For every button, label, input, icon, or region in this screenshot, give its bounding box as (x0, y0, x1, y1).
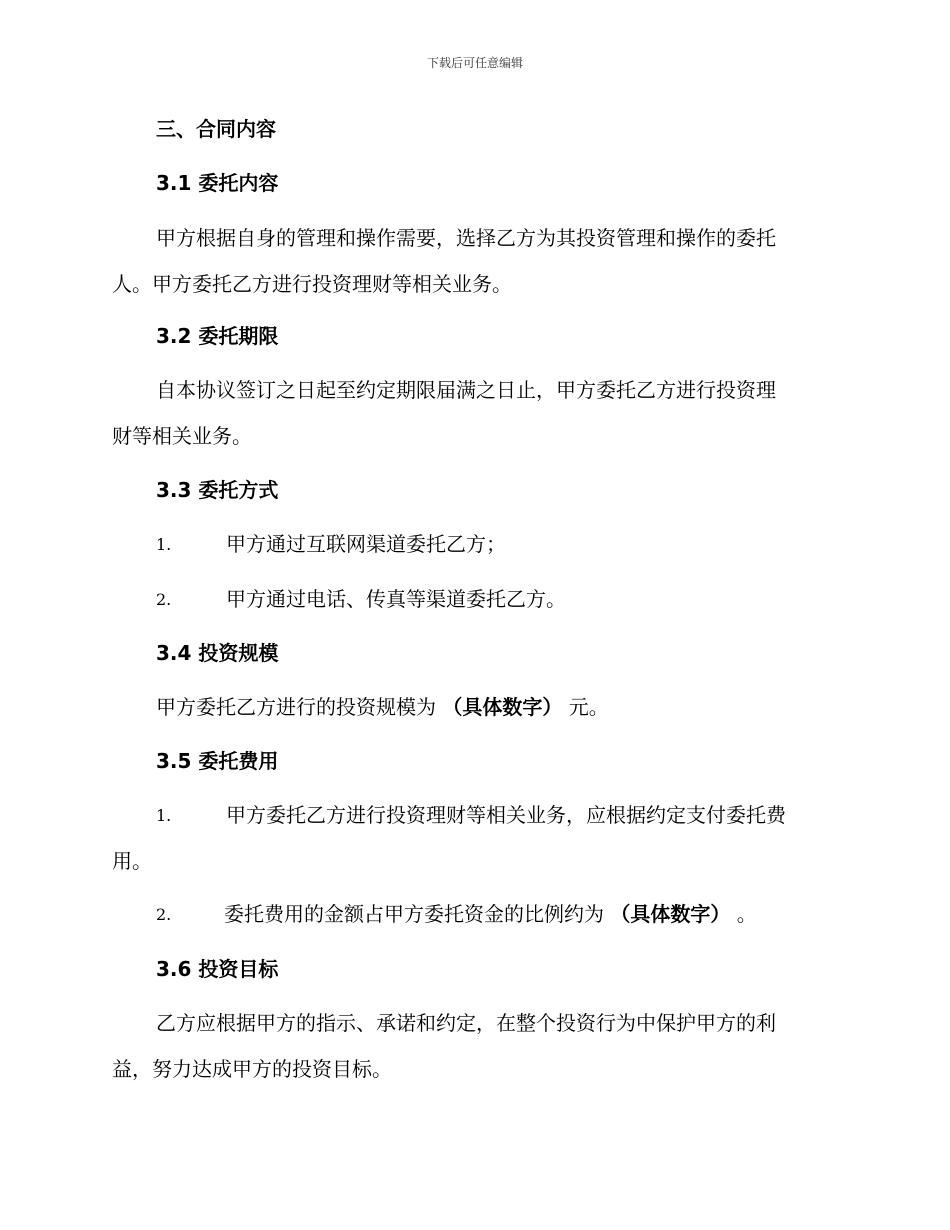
heading-3-1: 3.1 委托内容 (156, 171, 279, 195)
heading-3-4: 3.4 投资规模 (156, 641, 279, 665)
s32-line2: 财等相关业务。 (112, 424, 252, 448)
s36-line2: 益，努力达成甲方的投资目标。 (112, 1057, 392, 1081)
s35-item1-line1: 甲方委托乙方进行投资理财等相关业务，应根据约定支付委托费 (226, 803, 786, 827)
s33-item2-text: 甲方通过电话、传真等渠道委托乙方。 (226, 587, 566, 611)
s34-text-after: 元。 (568, 695, 609, 719)
heading-3-5: 3.5 委托费用 (156, 749, 279, 773)
s35-item2-text-after: 。 (736, 902, 757, 926)
s33-item2-number: 2. (156, 590, 172, 609)
s35-item2-number: 2. (156, 905, 172, 924)
s35-item1-line2: 用。 (112, 849, 152, 873)
s35-item2-text (224, 900, 757, 928)
s33-item1-text: 甲方通过互联网渠道委托乙方； (226, 532, 506, 556)
s34-text-before: 甲方委托乙方进行的投资规模为 (156, 695, 436, 719)
s33-item1-number: 1. (156, 535, 172, 554)
s31-line1: 甲方根据自身的管理和操作需要，选择乙方为其投资管理和操作的委托 (156, 226, 776, 250)
s35-item1-number: 1. (156, 806, 172, 825)
section-title: 三、合同内容 (156, 117, 276, 141)
s35-item2-text-before: 委托费用的金额占甲方委托资金的比例约为 (224, 902, 604, 926)
s31-line2: 人。甲方委托乙方进行投资理财等相关业务。 (112, 272, 512, 296)
header-note: 下载后可任意编辑 (426, 56, 523, 70)
s36-line1: 乙方应根据甲方的指示、承诺和约定，在整个投资行为中保护甲方的利 (156, 1011, 776, 1035)
s32-line1: 自本协议签订之日起至约定期限届满之日止，甲方委托乙方进行投资理 (156, 378, 776, 402)
heading-3-6: 3.6 投资目标 (156, 957, 279, 981)
heading-3-2: 3.2 委托期限 (156, 324, 279, 348)
s34-placeholder: （具体数字） (442, 695, 563, 719)
heading-3-3: 3.3 委托方式 (156, 478, 279, 502)
s34-text (156, 693, 609, 721)
s35-item2-placeholder: （具体数字） (610, 902, 731, 926)
